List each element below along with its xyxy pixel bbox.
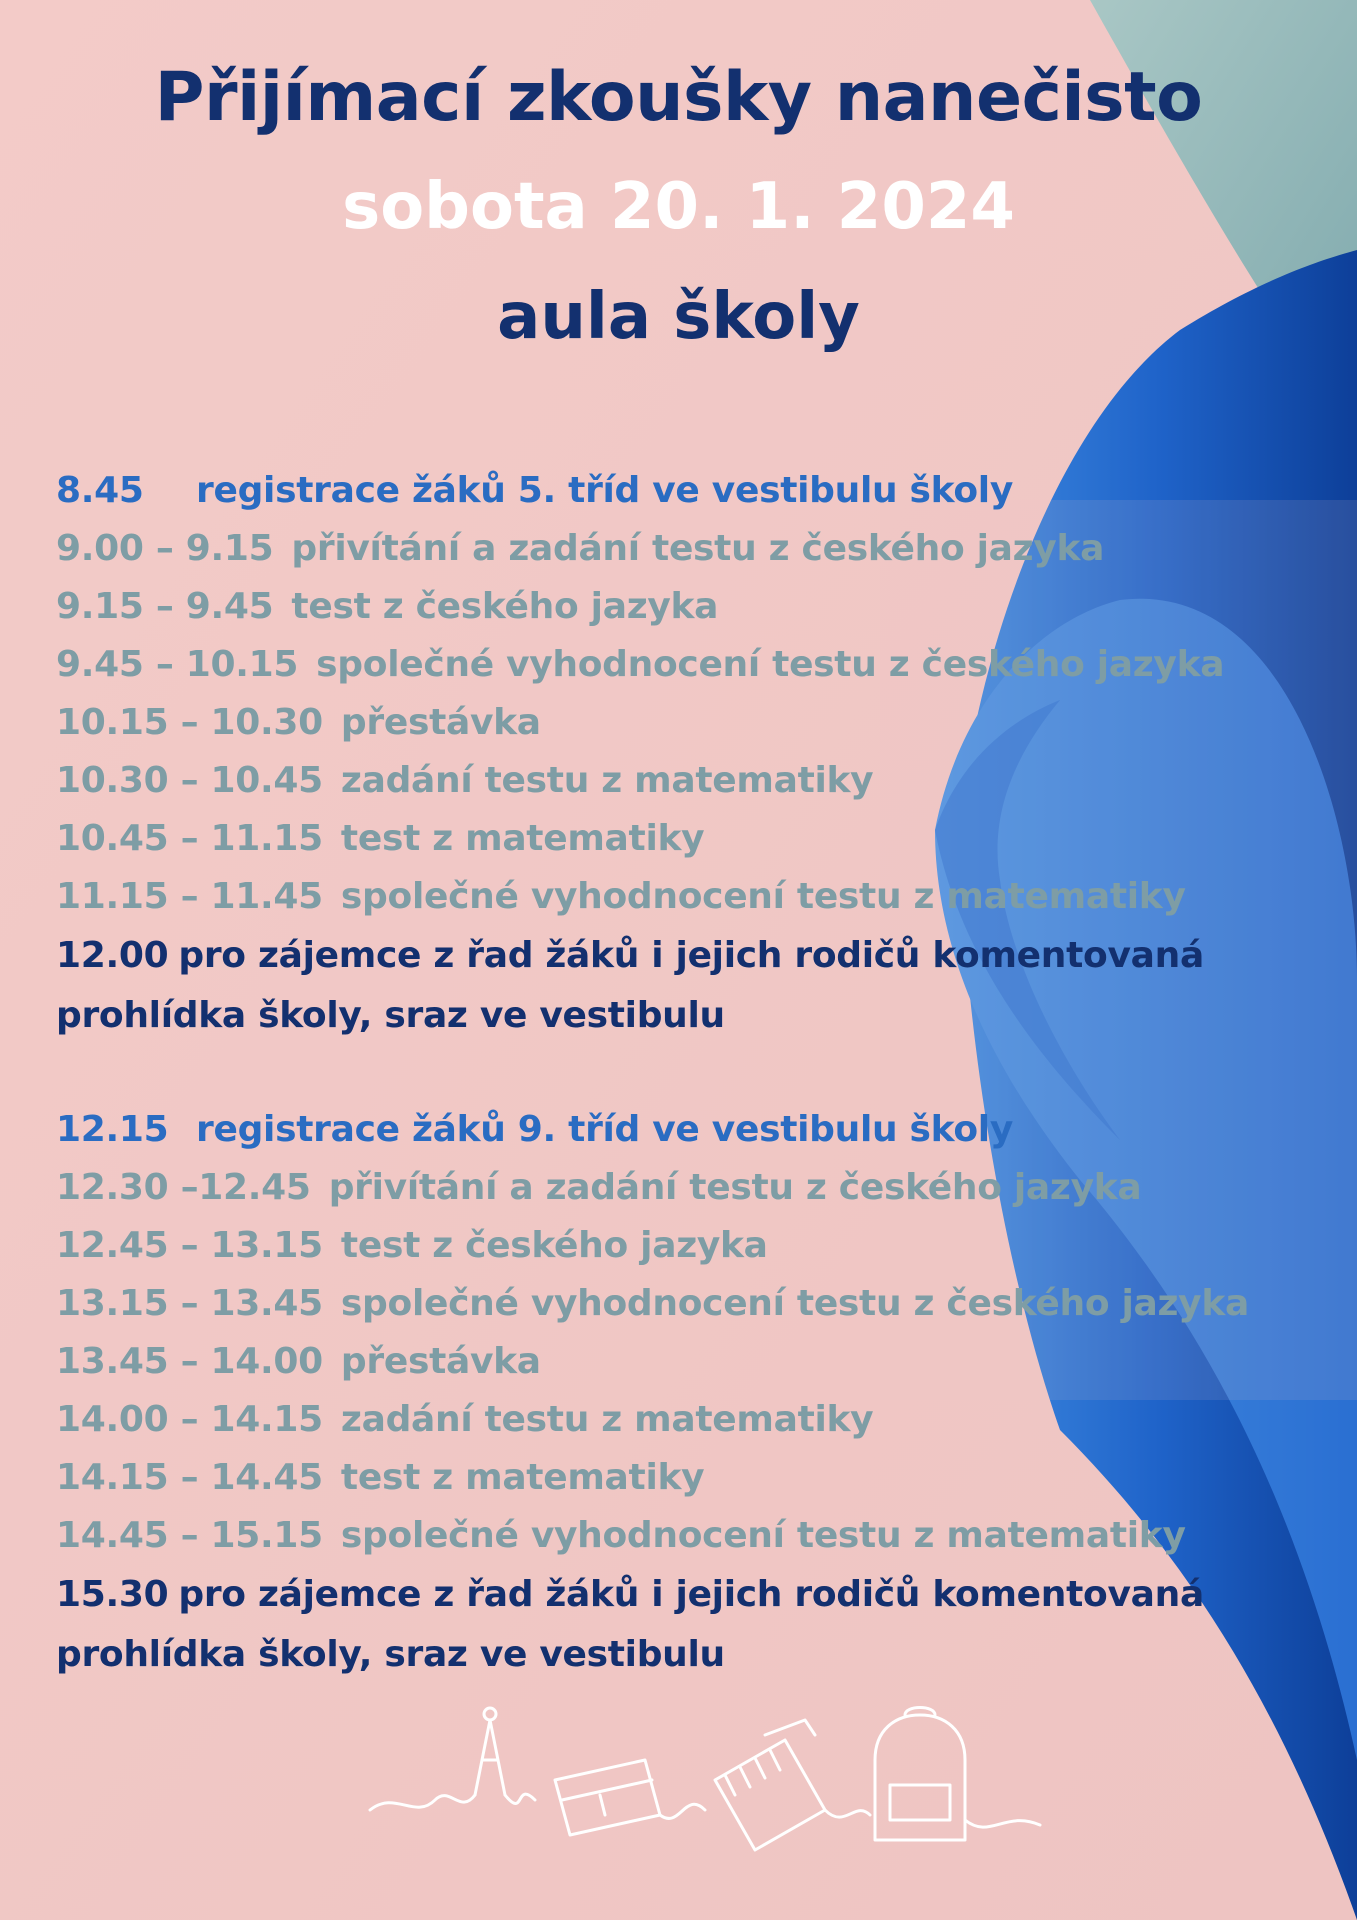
row-text: test z matematiky bbox=[340, 1457, 705, 1498]
backpack-icon bbox=[875, 1708, 1040, 1841]
row-time: 10.45 – 11.15 bbox=[56, 818, 323, 859]
tour-row bbox=[56, 926, 1346, 986]
row-time: 14.15 – 14.45 bbox=[56, 1457, 323, 1498]
row-time: 13.15 – 13.45 bbox=[56, 1283, 323, 1324]
row-time: 14.45 – 15.15 bbox=[56, 1515, 323, 1556]
schedule-row bbox=[56, 578, 1346, 636]
row-time: 14.00 – 14.15 bbox=[56, 1399, 323, 1440]
row-time: 12.45 – 13.15 bbox=[56, 1225, 323, 1266]
row-text: test z matematiky bbox=[340, 818, 705, 859]
row-text: test z českého jazyka bbox=[340, 1225, 768, 1266]
pencil-case-icon bbox=[555, 1760, 705, 1835]
schedule-row bbox=[56, 694, 1346, 752]
tour-row-continuation bbox=[56, 1625, 1346, 1685]
row-text: registrace žáků 9. tříd ve vestibulu školy bbox=[196, 1109, 1013, 1150]
schedule-row bbox=[56, 1507, 1346, 1565]
row-text: registrace žáků 5. tříd ve vestibulu školy bbox=[196, 470, 1013, 511]
row-text: přestávka bbox=[340, 1341, 541, 1382]
schedule-row bbox=[56, 1159, 1346, 1217]
event-place: aula školy bbox=[497, 280, 860, 354]
row-text: přivítání a zadání testu z českého jazyka bbox=[291, 528, 1105, 569]
row-time: 12.15 bbox=[56, 1109, 169, 1150]
tour-row-continuation bbox=[56, 986, 1346, 1046]
row-time: 10.30 – 10.45 bbox=[56, 760, 323, 801]
schedule-row bbox=[56, 1449, 1346, 1507]
schedule-row bbox=[56, 1391, 1346, 1449]
row-time: 13.45 – 14.00 bbox=[56, 1341, 323, 1382]
row-time: 12.30 –12.45 bbox=[56, 1167, 311, 1208]
row-text: společné vyhodnocení testu z matematiky bbox=[340, 1515, 1186, 1556]
schedule-row bbox=[56, 752, 1346, 810]
schedule-row bbox=[56, 1333, 1346, 1391]
row-time: 12.00 bbox=[56, 935, 169, 976]
compass-icon bbox=[475, 1708, 535, 1804]
school-supplies-doodle bbox=[365, 1700, 1045, 1860]
schedule-row bbox=[56, 810, 1346, 868]
schedule-row bbox=[56, 1217, 1346, 1275]
row-text: prohlídka školy, sraz ve vestibulu bbox=[56, 1634, 725, 1675]
row-text: přestávka bbox=[340, 702, 541, 743]
row-text: přivítání a zadání testu z českého jazyka bbox=[328, 1167, 1142, 1208]
schedule-row bbox=[56, 636, 1346, 694]
registration-row bbox=[56, 462, 1346, 520]
row-time: 10.15 – 10.30 bbox=[56, 702, 323, 743]
tour-row bbox=[56, 1565, 1346, 1625]
row-text: test z českého jazyka bbox=[291, 586, 719, 627]
schedule-row bbox=[56, 520, 1346, 578]
row-text: pro zájemce z řad žáků i jejich rodičů komentovaná bbox=[178, 935, 1204, 976]
poster-title: Přijímací zkoušky nanečisto bbox=[154, 58, 1203, 137]
row-time: 9.00 – 9.15 bbox=[56, 528, 274, 569]
row-time: 8.45 bbox=[56, 470, 144, 511]
row-text: pro zájemce z řad žáků i jejich rodičů komentovaná bbox=[178, 1574, 1204, 1615]
schedule-block-9th-grade bbox=[56, 1101, 1346, 1685]
registration-row bbox=[56, 1101, 1346, 1159]
schedule-row bbox=[56, 1275, 1346, 1333]
row-time: 11.15 – 11.45 bbox=[56, 876, 323, 917]
row-time: 9.15 – 9.45 bbox=[56, 586, 274, 627]
row-time: 9.45 – 10.15 bbox=[56, 644, 299, 685]
schedule-block-5th-grade bbox=[56, 462, 1346, 1046]
row-text: prohlídka školy, sraz ve vestibulu bbox=[56, 995, 725, 1036]
row-text: společné vyhodnocení testu z českého jazyka bbox=[316, 644, 1225, 685]
row-text: zadání testu z matematiky bbox=[340, 760, 874, 801]
row-text: zadání testu z matematiky bbox=[340, 1399, 874, 1440]
row-text: společné vyhodnocení testu z českého jazyka bbox=[340, 1283, 1249, 1324]
schedule-row bbox=[56, 868, 1346, 926]
row-time: 15.30 bbox=[56, 1574, 169, 1615]
row-text: společné vyhodnocení testu z matematiky bbox=[340, 876, 1186, 917]
event-date: sobota 20. 1. 2024 bbox=[342, 170, 1015, 244]
notebook-icon bbox=[715, 1720, 870, 1850]
